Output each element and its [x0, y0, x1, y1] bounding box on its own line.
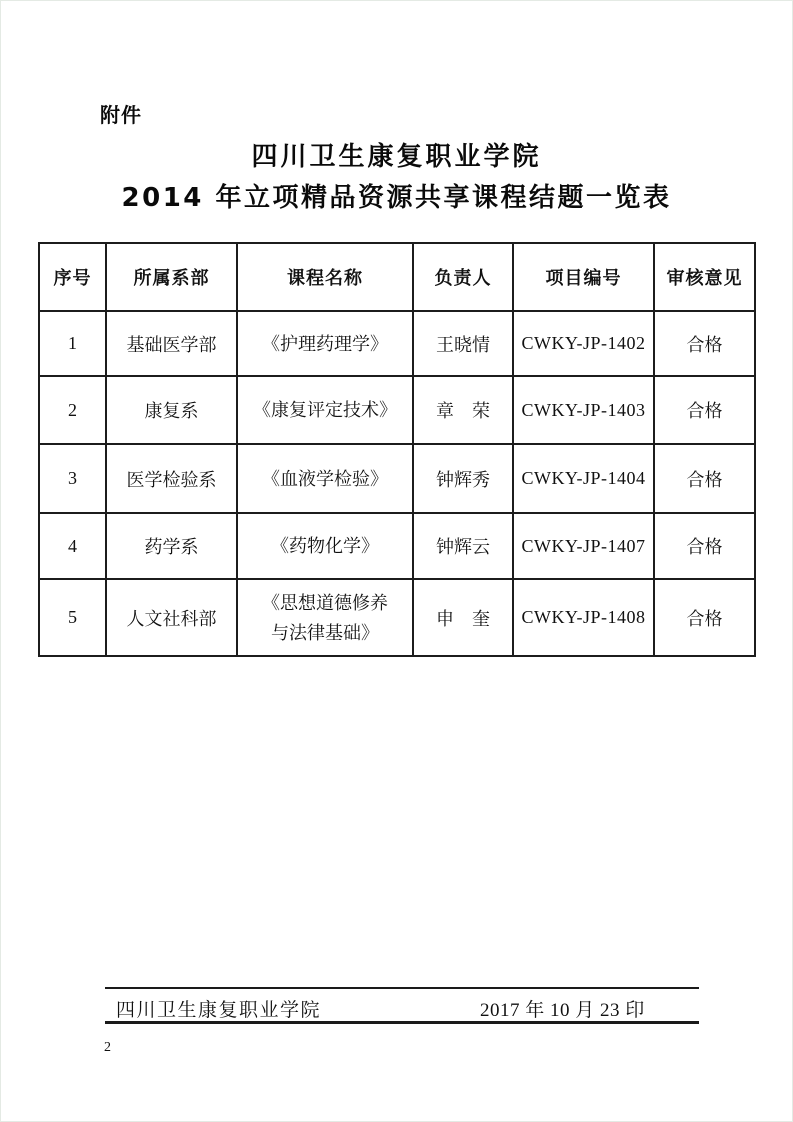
- attachment-label: 附件: [100, 103, 142, 127]
- review-result-cell: 合格: [654, 311, 755, 376]
- course-name-line: 《护理药理学》: [262, 333, 388, 354]
- department-cell: 医学检验系: [106, 444, 237, 513]
- col-header-project-code: 项目编号: [513, 243, 654, 311]
- leader-cell: 钟辉秀: [413, 444, 513, 513]
- col-header-index: 序号: [39, 243, 106, 311]
- department-cell: 基础医学部: [106, 311, 237, 376]
- row-number-cell: 3: [39, 444, 106, 513]
- review-result-cell: 合格: [654, 579, 755, 656]
- results-table-container: [38, 242, 754, 657]
- review-result-cell: 合格: [654, 376, 755, 444]
- doc-subtitle: 2014 年立项精品资源共享课程结题一览表: [121, 183, 672, 213]
- department-cell: 药学系: [106, 513, 237, 579]
- col-header-course-name: 课程名称: [237, 243, 413, 311]
- table-row: [39, 376, 755, 444]
- table-row: [39, 311, 755, 376]
- course-name-cell: [237, 579, 413, 656]
- col-header-review-result: 审核意见: [654, 243, 755, 311]
- footer-rule-bottom: [105, 1021, 699, 1024]
- project-code-cell: CWKY-JP-1408: [513, 579, 654, 656]
- review-result-cell: 合格: [654, 513, 755, 579]
- course-name-cell: [237, 444, 413, 513]
- table-header-row: [39, 243, 755, 311]
- row-number-cell: 1: [39, 311, 106, 376]
- footer-print-date-text: 2017 年 10 月 23 印: [480, 1000, 645, 1021]
- project-code-cell: CWKY-JP-1402: [513, 311, 654, 376]
- table-row: [39, 579, 755, 656]
- course-name-line: 《康复评定技术》: [253, 400, 397, 420]
- project-code-cell: CWKY-JP-1404: [513, 444, 654, 513]
- course-name-line: 《思想道德修养: [262, 592, 388, 613]
- row-number-cell: 5: [39, 579, 106, 656]
- course-name-line2: 与法律基础》: [271, 622, 379, 643]
- row-number-cell: 2: [39, 376, 106, 444]
- footer-institution-text: 四川卫生康复职业学院: [116, 1000, 322, 1021]
- course-name-cell: [237, 376, 413, 444]
- project-code-cell: CWKY-JP-1403: [513, 376, 654, 444]
- course-name-cell: [237, 311, 413, 376]
- page-number: 2: [104, 1040, 111, 1055]
- department-cell: 康复系: [106, 376, 237, 444]
- leader-cell: 章 荣: [413, 376, 513, 444]
- col-header-leader: 负责人: [413, 243, 513, 311]
- course-name-line: 《血液学检验》: [262, 468, 388, 489]
- course-name-line: 《药物化学》: [271, 536, 379, 556]
- table-row: [39, 444, 755, 513]
- table-row: [39, 513, 755, 579]
- leader-cell: 申 奎: [413, 579, 513, 656]
- review-result-cell: 合格: [654, 444, 755, 513]
- department-cell: 人文社科部: [106, 579, 237, 656]
- project-code-cell: CWKY-JP-1407: [513, 513, 654, 579]
- footer-rule-top: [105, 987, 699, 989]
- course-name-cell: [237, 513, 413, 579]
- doc-title: 四川卫生康复职业学院: [251, 142, 542, 172]
- leader-cell: 钟辉云: [413, 513, 513, 579]
- row-number-cell: 4: [39, 513, 106, 579]
- results-table: [38, 242, 756, 657]
- leader-cell: 王晓情: [413, 311, 513, 376]
- col-header-department: 所属系部: [106, 243, 237, 311]
